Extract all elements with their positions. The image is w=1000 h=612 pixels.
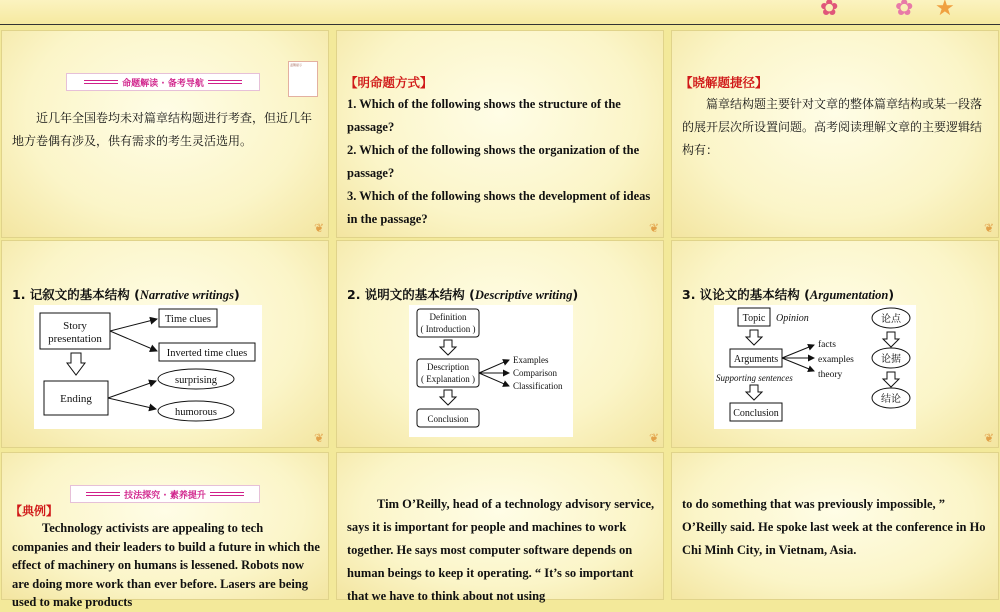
body-text: 篇章结构题主要针对文章的整体篇章结构或某一段落的展开层次所设置问题。高考阅读理解文章的主要逻辑结构有： — [682, 97, 983, 157]
top-bar — [0, 0, 1000, 25]
leaf-icon: ❦ — [648, 431, 659, 445]
lundian-label: 论点 — [881, 314, 901, 325]
conclusion-label: Conclusion — [733, 408, 779, 419]
leaf-icon: ❦ — [983, 221, 994, 235]
down-arrow — [440, 340, 456, 355]
topic-label: Topic — [742, 313, 766, 324]
examples-label: examples — [818, 355, 854, 365]
section-banner: 命题解读 · 备考导航 — [66, 73, 260, 91]
section-banner: 技法探究 · 素养提升 — [70, 485, 260, 503]
slide-thumbnail-1[interactable] — [1, 30, 329, 238]
down-arrow — [440, 390, 456, 405]
passage-text: Tim O’Reilly, head of a technology advisory service, says it is important for people and machines to work together. He says most computer software depends on human beings to keep it operating. “ It’s so important that we have to think about not using — [347, 497, 655, 603]
passage-text: Technology activists are appealing to tech companies and their leaders to build a future in which the effect of machinery on humans is lessened. Robots now are doing more work than ever before. Lasers are being used to make products — [12, 521, 320, 609]
example-label: 【典例】 — [10, 504, 59, 518]
slide-thumbnail-7[interactable] — [1, 452, 329, 609]
supporting-label: Supporting sentences — [716, 373, 793, 383]
slide-thumbnail-6[interactable] — [671, 240, 999, 448]
section-heading: 2. 说明文的基本结构 (Descriptive writing) — [347, 287, 579, 302]
down-arrow — [746, 330, 762, 345]
question-list — [347, 93, 655, 231]
down-arrow — [67, 353, 85, 375]
introduction-label: ( Introduction ) — [420, 324, 476, 334]
section-heading: 3. 议论文的基本结构 (Argumentation) — [682, 287, 895, 302]
ending-label: Ending — [60, 393, 92, 405]
jielun-label: 结论 — [881, 394, 901, 405]
humorous-label: humorous — [175, 407, 217, 418]
theory-label: theory — [818, 370, 843, 380]
flower-icon: ✿ — [820, 0, 839, 21]
narrative-diagram — [34, 305, 262, 429]
slide-thumbnail-8[interactable] — [336, 452, 664, 603]
section-heading: 1. 记叙文的基本结构 (Narrative writings) — [12, 287, 240, 302]
inverted-label: Inverted time clues — [166, 348, 248, 359]
opinion-label: Opinion — [776, 313, 809, 324]
story-label: presentation — [48, 333, 102, 345]
definition-label: Definition — [429, 312, 467, 322]
leaf-icon: ❦ — [648, 221, 659, 235]
leaf-icon: ❦ — [983, 431, 994, 445]
argumentation-diagram — [714, 305, 916, 429]
classification-label: Classification — [513, 381, 563, 391]
slide-thumbnail-3[interactable] — [671, 30, 999, 238]
explanation-label: ( Explanation ) — [421, 374, 475, 384]
conclusion-label: Conclusion — [427, 414, 469, 424]
question-item: 3. Which of the following shows the development of ideas in the passage? — [347, 189, 651, 226]
tip-note: 温馨提示 — [288, 61, 318, 97]
passage-text: to do something that was previously impossible, ” O’Reilly said. He spoke last week at the conference in Ho Chi Minh City, in Vietnam, Asia. — [682, 497, 986, 557]
story-label: Story — [63, 320, 87, 332]
slide-thumbnail-2[interactable] — [336, 30, 664, 238]
flower-icon: ✿ — [895, 0, 914, 21]
description-label: Description — [427, 362, 469, 372]
arguments-label: Arguments — [733, 354, 779, 365]
down-arrow — [746, 385, 762, 400]
down-arrow — [883, 372, 899, 387]
down-arrow — [883, 332, 899, 347]
star-icon: ★ — [935, 0, 955, 21]
slide-thumbnail-4[interactable] — [1, 240, 329, 448]
question-item: 2. Which of the following shows the organization of the passage? — [347, 143, 640, 180]
body-text: 近几年全国卷均未对篇章结构题进行考查，但近几年地方卷偶有涉及，供有需求的考生灵活选用。 — [12, 111, 313, 148]
facts-label: facts — [818, 340, 836, 350]
lunju-label: 论据 — [881, 354, 901, 365]
leaf-icon: ❦ — [313, 431, 324, 445]
descriptive-diagram — [409, 305, 573, 437]
slide-thumbnail-5[interactable] — [336, 240, 664, 448]
question-item: 1. Which of the following shows the structure of the passage? — [347, 97, 621, 134]
time-clues-label: Time clues — [165, 314, 211, 325]
section-heading: 【明命题方式】 — [345, 75, 433, 90]
leaf-icon: ❦ — [313, 221, 324, 235]
surprising-label: surprising — [175, 375, 217, 386]
examples-label: Examples — [513, 355, 549, 365]
comparison-label: Comparison — [513, 368, 557, 378]
section-heading: 【晓解题捷径】 — [680, 75, 768, 90]
slide-thumbnail-9[interactable] — [671, 452, 999, 600]
